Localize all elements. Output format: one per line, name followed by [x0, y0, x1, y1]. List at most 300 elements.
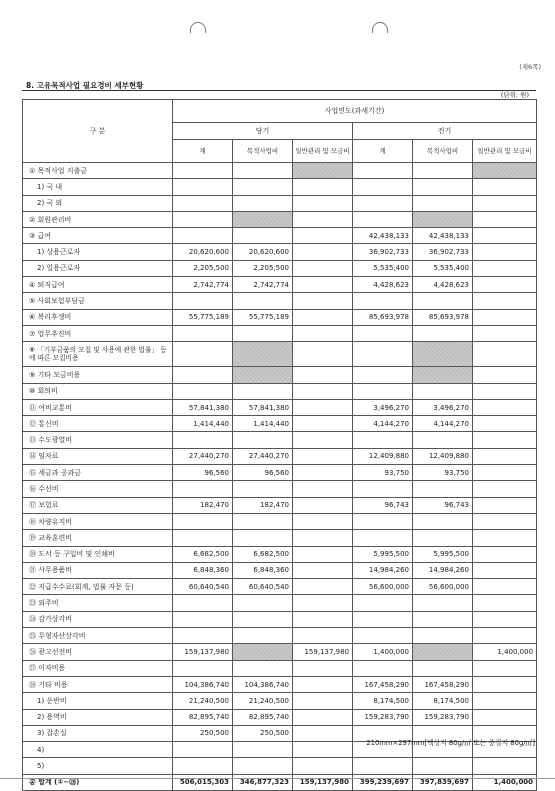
cell-previous-admin	[473, 628, 537, 644]
cell-previous-admin	[473, 416, 537, 432]
table-row	[23, 293, 537, 309]
cell-current-purpose: 6,848,360	[233, 562, 293, 578]
cell-current-purpose	[233, 595, 293, 611]
cell-current-purpose	[233, 644, 293, 660]
header-previous-period: 전기	[353, 123, 537, 140]
row-label: ④ 퇴직급여	[23, 277, 173, 293]
row-label: 1) 상용근로자	[23, 244, 173, 260]
row-label: 2) 용역비	[23, 709, 173, 725]
cell-previous-total	[353, 628, 413, 644]
cell-current-admin	[293, 277, 353, 293]
cell-current-admin	[293, 309, 353, 325]
cell-current-purpose	[233, 628, 293, 644]
header-fiscal-year: 사업연도(과세기간)	[173, 100, 537, 123]
cell-current-purpose	[233, 211, 293, 227]
table-row	[23, 416, 537, 432]
cell-previous-purpose: 3,496,270	[413, 399, 473, 415]
table-row	[23, 432, 537, 448]
row-label: ㉑ 사무용품비	[23, 562, 173, 578]
cell-current-total	[173, 367, 233, 383]
row-label: 2) 국 외	[23, 195, 173, 211]
cell-current-admin	[293, 260, 353, 276]
row-label: ⑰ 보험료	[23, 497, 173, 513]
cell-current-admin	[293, 195, 353, 211]
cell-current-admin	[293, 325, 353, 341]
cell-current-total: 250,500	[173, 725, 233, 741]
row-label: 5)	[23, 758, 173, 774]
cell-current-total: 82,895,740	[173, 709, 233, 725]
cell-current-purpose	[233, 383, 293, 399]
cell-current-total: 96,560	[173, 465, 233, 481]
cell-previous-total	[353, 179, 413, 195]
cell-previous-admin	[473, 530, 537, 546]
table-row	[23, 211, 537, 227]
cell-current-purpose: 60,640,540	[233, 579, 293, 595]
cell-previous-admin	[473, 277, 537, 293]
cell-previous-purpose	[413, 383, 473, 399]
cell-previous-admin	[473, 228, 537, 244]
table-row	[23, 465, 537, 481]
row-label: 총 합계 (①~㉘)	[23, 774, 173, 790]
cell-current-total: 506,015,303	[173, 774, 233, 790]
cell-current-purpose: 182,470	[233, 497, 293, 513]
cell-previous-admin	[473, 497, 537, 513]
row-label: 1) 운반비	[23, 693, 173, 709]
cell-current-purpose	[233, 432, 293, 448]
punch-hole-right-icon	[372, 22, 388, 33]
cell-previous-admin	[473, 383, 537, 399]
cell-previous-purpose	[413, 211, 473, 227]
cell-previous-total: 8,174,500	[353, 693, 413, 709]
cell-current-purpose	[233, 325, 293, 341]
row-label: ㉒ 지급수수료(회계, 법률 자문 등)	[23, 579, 173, 595]
cell-current-admin	[293, 342, 353, 367]
cell-previous-purpose	[413, 758, 473, 774]
cell-current-purpose: 1,414,440	[233, 416, 293, 432]
cell-previous-admin	[473, 448, 537, 464]
cell-previous-total	[353, 530, 413, 546]
cell-current-total: 2,205,500	[173, 260, 233, 276]
cell-previous-total: 3,496,270	[353, 399, 413, 415]
row-label: ① 목적사업 지출금	[23, 163, 173, 179]
table-row	[23, 562, 537, 578]
cell-current-total	[173, 325, 233, 341]
row-label: ⑧ 「기부금품의 모집 및 사용에 관한 법률」 등에 따른 모집비용	[23, 342, 173, 367]
cell-previous-total	[353, 325, 413, 341]
cell-current-admin	[293, 611, 353, 627]
table-row	[23, 399, 537, 415]
cell-previous-total	[353, 481, 413, 497]
cell-previous-total: 85,693,978	[353, 309, 413, 325]
top-rule	[22, 90, 536, 91]
cell-current-purpose	[233, 660, 293, 676]
cell-current-purpose: 96,560	[233, 465, 293, 481]
header-current-purpose: 목적사업비	[233, 140, 293, 163]
row-label: ㉘ 기타 비용	[23, 676, 173, 692]
cell-previous-total	[353, 163, 413, 179]
expense-table	[22, 99, 537, 791]
table-row	[23, 228, 537, 244]
table-row	[23, 163, 537, 179]
cell-previous-total: 159,283,790	[353, 709, 413, 725]
cell-previous-purpose	[413, 481, 473, 497]
cell-current-admin	[293, 293, 353, 309]
cell-current-admin	[293, 513, 353, 529]
cell-previous-admin	[473, 693, 537, 709]
cell-current-admin	[293, 497, 353, 513]
cell-previous-admin	[473, 293, 537, 309]
table-row	[23, 481, 537, 497]
row-label: 3) 잡손실	[23, 725, 173, 741]
row-label: ㉗ 이자비용	[23, 660, 173, 676]
cell-previous-purpose: 4,144,270	[413, 416, 473, 432]
cell-current-total: 2,742,774	[173, 277, 233, 293]
row-label: ⑭ 임차료	[23, 448, 173, 464]
cell-current-total	[173, 163, 233, 179]
cell-previous-purpose	[413, 342, 473, 367]
cell-current-admin	[293, 481, 353, 497]
row-label: ⑪ 여비교통비	[23, 399, 173, 415]
cell-current-total: 1,414,440	[173, 416, 233, 432]
cell-previous-purpose: 12,409,880	[413, 448, 473, 464]
table-row	[23, 309, 537, 325]
cell-current-total	[173, 195, 233, 211]
table-row	[23, 367, 537, 383]
cell-previous-admin	[473, 163, 537, 179]
cell-previous-total: 93,750	[353, 465, 413, 481]
cell-current-purpose	[233, 228, 293, 244]
cell-current-total	[173, 530, 233, 546]
cell-previous-purpose: 56,600,000	[413, 579, 473, 595]
cell-previous-total: 167,458,290	[353, 676, 413, 692]
cell-previous-total: 399,239,697	[353, 774, 413, 790]
cell-current-purpose	[233, 195, 293, 211]
cell-current-total	[173, 660, 233, 676]
header-category: 구 분	[23, 100, 173, 163]
table-row	[23, 244, 537, 260]
table-row	[23, 660, 537, 676]
cell-previous-purpose	[413, 513, 473, 529]
cell-previous-admin	[473, 513, 537, 529]
cell-previous-admin	[473, 611, 537, 627]
row-label: ㉕ 무형자산상각비	[23, 628, 173, 644]
table-row	[23, 277, 537, 293]
cell-current-admin	[293, 742, 353, 758]
cell-previous-purpose	[413, 163, 473, 179]
cell-previous-purpose: 93,750	[413, 465, 473, 481]
cell-current-total: 55,775,189	[173, 309, 233, 325]
cell-previous-purpose	[413, 644, 473, 660]
cell-current-purpose: 2,205,500	[233, 260, 293, 276]
row-label: ⑲ 교육훈련비	[23, 530, 173, 546]
cell-current-purpose	[233, 758, 293, 774]
cell-current-total: 57,841,380	[173, 399, 233, 415]
cell-current-total: 159,137,980	[173, 644, 233, 660]
cell-current-admin	[293, 211, 353, 227]
row-label: ⑩ 회의비	[23, 383, 173, 399]
cell-previous-total	[353, 342, 413, 367]
cell-current-total	[173, 179, 233, 195]
cell-current-admin	[293, 660, 353, 676]
cell-previous-purpose	[413, 325, 473, 341]
cell-previous-purpose	[413, 611, 473, 627]
cell-previous-purpose: 5,995,500	[413, 546, 473, 562]
cell-previous-purpose: 4,428,623	[413, 277, 473, 293]
cell-current-purpose: 2,742,774	[233, 277, 293, 293]
row-label: ⑤ 사회보험부담금	[23, 293, 173, 309]
cell-previous-admin	[473, 709, 537, 725]
cell-current-admin	[293, 562, 353, 578]
row-label: ⑨ 기타 모금비용	[23, 367, 173, 383]
row-label: 2) 일용근로자	[23, 260, 173, 276]
cell-current-total	[173, 211, 233, 227]
cell-previous-purpose: 397,839,697	[413, 774, 473, 790]
cell-current-total	[173, 611, 233, 627]
form-number: (제6쪽)	[519, 63, 541, 71]
row-label: ⑳ 도서 등 구입비 및 인쇄비	[23, 546, 173, 562]
cell-previous-admin	[473, 244, 537, 260]
cell-previous-total	[353, 211, 413, 227]
bottom-rule	[0, 778, 555, 779]
cell-current-total: 27,440,270	[173, 448, 233, 464]
table-body	[23, 163, 537, 791]
cell-previous-total	[353, 513, 413, 529]
cell-current-admin	[293, 579, 353, 595]
table-row	[23, 644, 537, 660]
table-row	[23, 260, 537, 276]
cell-current-admin	[293, 725, 353, 741]
cell-current-admin	[293, 693, 353, 709]
table-row	[23, 758, 537, 774]
cell-current-total	[173, 513, 233, 529]
cell-current-admin	[293, 383, 353, 399]
cell-previous-purpose	[413, 367, 473, 383]
cell-previous-admin	[473, 676, 537, 692]
cell-current-purpose: 57,841,380	[233, 399, 293, 415]
cell-current-total	[173, 628, 233, 644]
row-label: ⑦ 업무추진비	[23, 325, 173, 341]
row-label: ③ 급여	[23, 228, 173, 244]
table-row	[23, 342, 537, 367]
cell-current-purpose	[233, 611, 293, 627]
cell-previous-total	[353, 758, 413, 774]
cell-current-purpose: 250,500	[233, 725, 293, 741]
cell-current-purpose: 27,440,270	[233, 448, 293, 464]
cell-previous-total: 5,535,400	[353, 260, 413, 276]
row-label: ⑫ 통신비	[23, 416, 173, 432]
cell-current-total	[173, 228, 233, 244]
cell-current-total	[173, 758, 233, 774]
cell-previous-purpose: 42,438,133	[413, 228, 473, 244]
cell-current-admin	[293, 709, 353, 725]
table-row	[23, 546, 537, 562]
cell-previous-admin	[473, 595, 537, 611]
cell-previous-total	[353, 595, 413, 611]
cell-previous-total: 96,743	[353, 497, 413, 513]
row-label: ㉔ 감가상각비	[23, 611, 173, 627]
cell-current-total: 20,620,600	[173, 244, 233, 260]
cell-current-total	[173, 481, 233, 497]
cell-current-purpose	[233, 293, 293, 309]
cell-previous-admin	[473, 660, 537, 676]
cell-previous-admin	[473, 399, 537, 415]
cell-previous-purpose	[413, 195, 473, 211]
cell-previous-admin	[473, 546, 537, 562]
header-current-admin: 일반관리 및 모금비	[293, 140, 353, 163]
cell-current-admin	[293, 530, 353, 546]
paper-spec-note: 210mm×297mm[백상지 80g/㎡ 또는 중질지 80g/㎡]	[366, 739, 535, 747]
cell-previous-admin	[473, 195, 537, 211]
cell-previous-admin	[473, 481, 537, 497]
cell-previous-total	[353, 195, 413, 211]
cell-current-purpose: 104,386,740	[233, 676, 293, 692]
row-label: 1) 국 내	[23, 179, 173, 195]
cell-previous-purpose	[413, 660, 473, 676]
cell-current-admin	[293, 244, 353, 260]
cell-previous-admin	[473, 342, 537, 367]
cell-previous-admin: 1,400,000	[473, 774, 537, 790]
cell-previous-purpose	[413, 293, 473, 309]
cell-current-purpose	[233, 513, 293, 529]
cell-current-admin	[293, 758, 353, 774]
cell-previous-purpose: 96,743	[413, 497, 473, 513]
cell-previous-admin	[473, 260, 537, 276]
cell-previous-purpose: 36,902,733	[413, 244, 473, 260]
section-title: 8. 고유목적사업 필요경비 세부현황	[26, 81, 144, 90]
cell-current-admin	[293, 416, 353, 432]
cell-previous-total: 56,600,000	[353, 579, 413, 595]
cell-current-admin	[293, 179, 353, 195]
cell-previous-admin	[473, 309, 537, 325]
cell-previous-admin	[473, 211, 537, 227]
table-row	[23, 676, 537, 692]
table-row	[23, 709, 537, 725]
cell-current-purpose	[233, 742, 293, 758]
cell-current-admin	[293, 163, 353, 179]
cell-current-total	[173, 595, 233, 611]
cell-current-admin	[293, 628, 353, 644]
table-row	[23, 693, 537, 709]
cell-current-purpose: 20,620,600	[233, 244, 293, 260]
cell-previous-purpose: 85,693,978	[413, 309, 473, 325]
cell-current-admin	[293, 228, 353, 244]
cell-previous-purpose: 5,535,400	[413, 260, 473, 276]
cell-current-purpose	[233, 367, 293, 383]
cell-previous-admin	[473, 367, 537, 383]
cell-previous-total: 1,400,000	[353, 644, 413, 660]
header-previous-admin: 일반관리 및 모금비	[473, 140, 537, 163]
cell-previous-admin	[473, 465, 537, 481]
row-label: ㉓ 외주비	[23, 595, 173, 611]
cell-current-purpose: 6,682,500	[233, 546, 293, 562]
cell-previous-total	[353, 293, 413, 309]
cell-current-total	[173, 742, 233, 758]
cell-previous-admin: 1,400,000	[473, 644, 537, 660]
cell-current-total: 60,640,540	[173, 579, 233, 595]
row-label: ⑱ 차량유지비	[23, 513, 173, 529]
cell-previous-total	[353, 611, 413, 627]
cell-current-admin	[293, 367, 353, 383]
row-label: ⑬ 수도광열비	[23, 432, 173, 448]
table-row	[23, 383, 537, 399]
cell-current-total	[173, 342, 233, 367]
cell-current-purpose	[233, 481, 293, 497]
punch-hole-left-icon	[190, 22, 206, 33]
header-current-total: 계	[173, 140, 233, 163]
cell-previous-purpose: 159,283,790	[413, 709, 473, 725]
table-row	[23, 611, 537, 627]
cell-current-purpose	[233, 342, 293, 367]
cell-previous-total	[353, 660, 413, 676]
header-previous-total: 계	[353, 140, 413, 163]
cell-previous-total: 36,902,733	[353, 244, 413, 260]
cell-previous-purpose: 167,458,290	[413, 676, 473, 692]
cell-previous-purpose: 14,984,260	[413, 562, 473, 578]
cell-current-purpose: 82,895,740	[233, 709, 293, 725]
cell-current-total	[173, 432, 233, 448]
cell-current-total: 104,386,740	[173, 676, 233, 692]
header-previous-purpose: 목적사업비	[413, 140, 473, 163]
cell-current-admin	[293, 399, 353, 415]
table-row	[23, 448, 537, 464]
cell-previous-total: 42,438,133	[353, 228, 413, 244]
cell-current-total: 21,240,500	[173, 693, 233, 709]
cell-previous-total: 4,144,270	[353, 416, 413, 432]
cell-current-purpose: 21,240,500	[233, 693, 293, 709]
cell-previous-total: 14,984,260	[353, 562, 413, 578]
cell-previous-total	[353, 383, 413, 399]
cell-current-admin	[293, 432, 353, 448]
cell-current-total: 6,682,500	[173, 546, 233, 562]
row-label: ⑥ 복리후생비	[23, 309, 173, 325]
cell-current-admin	[293, 448, 353, 464]
cell-current-admin	[293, 546, 353, 562]
cell-previous-admin	[473, 562, 537, 578]
cell-current-admin	[293, 465, 353, 481]
cell-previous-admin	[473, 432, 537, 448]
cell-previous-total: 5,995,500	[353, 546, 413, 562]
table-row	[23, 628, 537, 644]
table-row	[23, 179, 537, 195]
row-label: 4)	[23, 742, 173, 758]
total-row	[23, 774, 537, 790]
cell-previous-admin	[473, 325, 537, 341]
cell-previous-admin	[473, 579, 537, 595]
row-label: ② 회원관리비	[23, 211, 173, 227]
cell-current-total: 182,470	[173, 497, 233, 513]
cell-previous-purpose	[413, 595, 473, 611]
cell-current-admin: 159,137,980	[293, 774, 353, 790]
cell-previous-admin	[473, 758, 537, 774]
cell-previous-total	[353, 432, 413, 448]
table-row	[23, 513, 537, 529]
cell-current-purpose: 346,877,323	[233, 774, 293, 790]
row-label: ⑯ 수선비	[23, 481, 173, 497]
table-row	[23, 579, 537, 595]
cell-current-purpose: 55,775,189	[233, 309, 293, 325]
cell-previous-admin	[473, 179, 537, 195]
cell-previous-purpose	[413, 530, 473, 546]
cell-current-admin: 159,137,980	[293, 644, 353, 660]
cell-previous-purpose	[413, 432, 473, 448]
cell-current-total	[173, 383, 233, 399]
table-row	[23, 595, 537, 611]
cell-previous-purpose	[413, 628, 473, 644]
row-label: ㉖ 광고선전비	[23, 644, 173, 660]
table-row	[23, 325, 537, 341]
table-row	[23, 530, 537, 546]
cell-current-total	[173, 293, 233, 309]
